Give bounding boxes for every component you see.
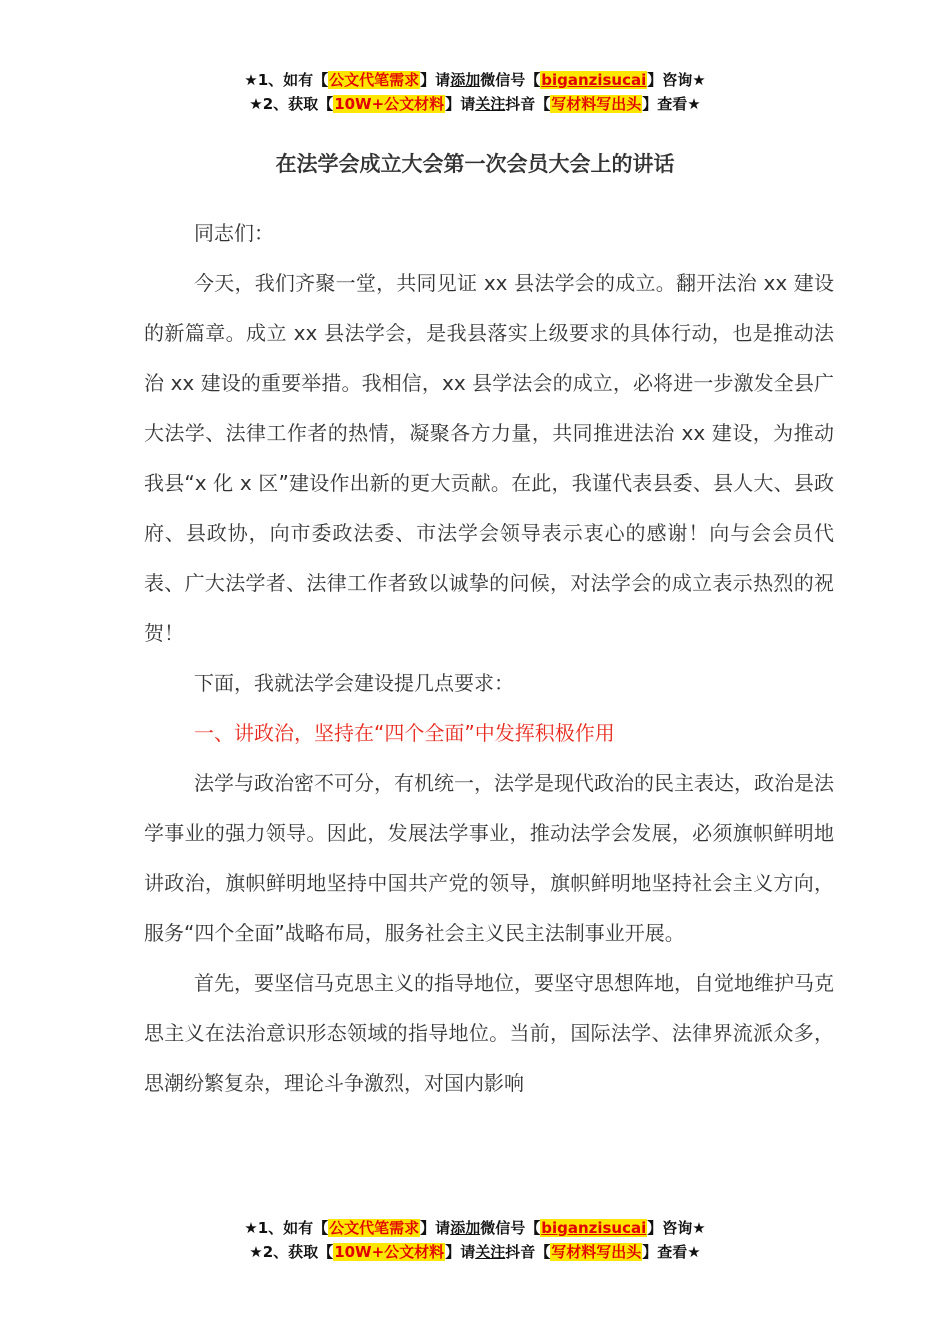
paragraph: 法学与政治密不可分，有机统一，法学是现代政治的民主表达，政治是法学事业的强力领导。因此，发展法学事业，推动法学会发展，必须旗帜鲜明地讲政治，旗帜鲜明地坚持中国共产党的领导，旗帜鲜明地坚持社会主义方向，服务“四个全面”战略布局，服务社会主义民主法制事业开展。: [144, 771, 834, 945]
paragraph: 首先，要坚信马克思主义的指导地位，要坚守思想阵地，自觉地维护马克思主义在法治意识形态领域的指导地位。当前，国际法学、法律界流派众多，思潮纷繁复杂，理论斗争激烈，对国内影响: [144, 971, 834, 1095]
section-heading: 一、讲政治，坚持在“四个全面”中发挥积极作用: [194, 721, 615, 745]
banner-highlight: 10W+公文材料: [334, 1243, 445, 1261]
banner-line-1: ★1、如有【公文代笔需求】请添加微信号【biganzisucai】咨询★: [244, 1219, 706, 1237]
banner-highlight: 公文代笔需求: [329, 71, 420, 89]
banner-highlight: 10W+公文材料: [334, 95, 445, 113]
wechat-id-link[interactable]: biganzisucai: [541, 71, 647, 89]
banner-highlight: 公文代笔需求: [329, 1219, 420, 1237]
header-banner: [0, 68, 950, 116]
wechat-id-link[interactable]: biganzisucai: [541, 1219, 647, 1237]
banner-line-2: ★2、获取【10W+公文材料】请关注抖音【写材料写出头】查看★: [249, 1243, 701, 1261]
banner-line-2: ★2、获取【10W+公文材料】请关注抖音【写材料写出头】查看★: [249, 95, 701, 113]
document-title: 在法学会成立大会第一次会员大会上的讲话: [275, 152, 675, 176]
banner-highlight: 写材料写出头: [551, 1243, 642, 1261]
paragraph: 下面，我就法学会建设提几点要求：: [194, 671, 514, 695]
paragraph: 今天，我们齐聚一堂，共同见证 xx 县法学会的成立。翻开法治 xx 建设的新篇章。成立 xx 县法学会，是我县落实上级要求的具体行动，也是推动法治 xx 建设的重要举措。我相信，xx 县学法会的成立，必将进一步激发全县广大法学、法律工作者的热情，凝聚各方力量，共同推进法治 xx 建设，为推动我县“x 化 x 区”建设作出新的更大贡献。在此，我谨代表县委、县人大、县政府、县政协，向市委政法委、市法学会领导表示衷心的感谢！向与会会员代表、广大法学者、法律工作者致以诚挚的问候，对法学会的成立表示热烈的祝贺！: [144, 271, 834, 645]
footer-banner: [0, 1216, 950, 1264]
banner-highlight: 写材料写出头: [551, 95, 642, 113]
salutation: 同志们：: [194, 221, 274, 245]
document-body: [144, 208, 834, 1108]
banner-line-1: ★1、如有【公文代笔需求】请添加微信号【biganzisucai】咨询★: [244, 71, 706, 89]
